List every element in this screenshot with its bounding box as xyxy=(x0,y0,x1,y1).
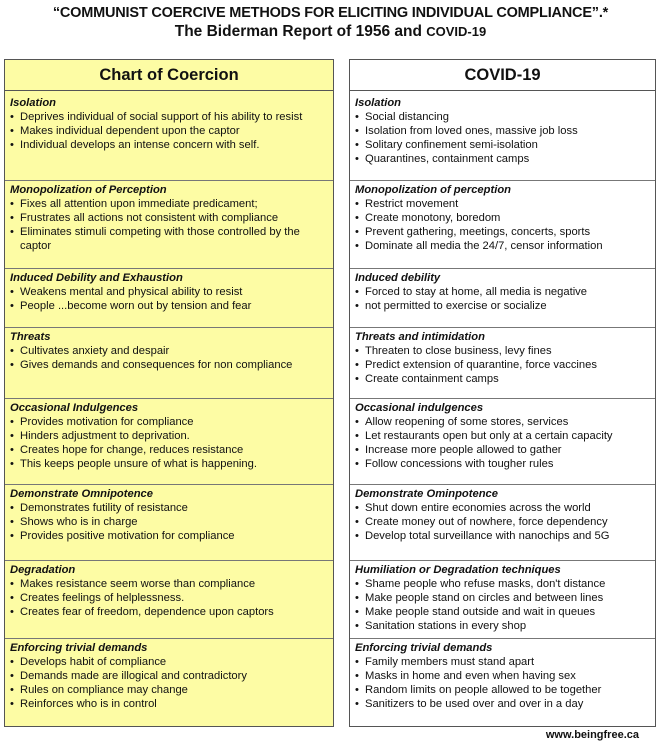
bullet-item: • Makes resistance seem worse than compliance xyxy=(10,577,328,591)
coercion-section xyxy=(5,398,333,484)
section-title: Occasional Indulgences xyxy=(10,402,139,414)
section-title: Degradation xyxy=(10,564,76,576)
bullet-item: • Frustrates all actions not consistent with compliance xyxy=(10,211,328,225)
bullet-item: • Threaten to close business, levy fines xyxy=(355,344,650,358)
bullet-item: • Cultivates anxiety and despair xyxy=(10,344,328,358)
title-line-1: “COMMUNIST COERCIVE METHODS FOR ELICITING INDIVIDUAL COMPLIANCE”.* xyxy=(52,5,609,21)
title-line-2-tail: COVID-19 xyxy=(426,24,487,39)
bullet-item: • Follow concessions with tougher rules xyxy=(355,457,650,471)
covid-section xyxy=(350,484,655,560)
bullet-item: • Demands made are illogical and contradictory xyxy=(10,669,328,683)
bullet-item: • Fixes all attention upon immediate predicament; xyxy=(10,197,328,211)
bullet-item: • Shame people who refuse masks, don't distance xyxy=(355,577,650,591)
section-title: Enforcing trivial demands xyxy=(10,642,148,654)
bullet-item: • Allow reopening of some stores, services xyxy=(355,415,650,429)
section-title: Induced Debility and Exhaustion xyxy=(10,272,183,284)
title-line-2-main: The Biderman Report of 1956 and xyxy=(174,23,422,40)
bullet-item: • Weakens mental and physical ability to resist xyxy=(10,285,328,299)
covid-section xyxy=(350,327,655,398)
bullet-item: • Makes individual dependent upon the captor xyxy=(10,124,328,138)
bullet-item: • Prevent gathering, meetings, concerts, sports xyxy=(355,225,650,239)
bullet-list xyxy=(355,285,650,313)
bullet-item: • Creates fear of freedom, dependence upon captors xyxy=(10,605,328,619)
bullet-item: • Reinforces who is in control xyxy=(10,697,328,711)
section-title: Threats and intimidation xyxy=(355,331,485,343)
section-title: Enforcing trivial demands xyxy=(355,642,493,654)
bullet-item: • Provides motivation for compliance xyxy=(10,415,328,429)
bullet-item: • Gives demands and consequences for non compliance xyxy=(10,358,328,372)
bullet-item: • Solitary confinement semi-isolation xyxy=(355,138,650,152)
bullet-list xyxy=(10,415,328,471)
bullet-item: • Increase more people allowed to gather xyxy=(355,443,650,457)
bullet-list xyxy=(10,655,328,711)
section-title: Monopolization of Perception xyxy=(10,184,167,196)
section-title: Threats xyxy=(10,331,51,343)
bullet-list xyxy=(10,197,328,253)
section-title: Demonstrate Omnipotence xyxy=(10,488,153,500)
bullet-item: • Sanitation stations in every shop xyxy=(355,619,650,633)
bullet-item: • Let restaurants open but only at a certain capacity xyxy=(355,429,650,443)
bullet-item: • People ...become worn out by tension and fear xyxy=(10,299,328,313)
bullet-list xyxy=(355,344,650,386)
section-title: Induced debility xyxy=(355,272,441,284)
covid-column-heading: COVID-19 xyxy=(350,60,655,91)
coercion-section xyxy=(5,268,333,327)
covid-section xyxy=(350,560,655,638)
bullet-item: • Individual develops an intense concern with self. xyxy=(10,138,328,152)
covid-section xyxy=(350,268,655,327)
bullet-item: • Restrict movement xyxy=(355,197,650,211)
bullet-item: • Make people stand outside and wait in queues xyxy=(355,605,650,619)
bullet-list xyxy=(355,655,650,711)
footer-url[interactable]: www.beingfree.ca xyxy=(545,729,639,741)
bullet-item: • Develop total surveillance with nanochips and 5G xyxy=(355,529,650,543)
bullet-list xyxy=(10,501,328,543)
coercion-column-heading: Chart of Coercion xyxy=(5,60,333,91)
bullet-item: • Eliminates stimuli competing with those controlled by the captor xyxy=(10,225,328,253)
section-title: Isolation xyxy=(10,97,56,109)
bullet-item: • This keeps people unsure of what is happening. xyxy=(10,457,328,471)
coercion-section xyxy=(5,638,333,726)
section-title: Monopolization of perception xyxy=(355,184,511,196)
coercion-column xyxy=(4,59,334,727)
section-title: Isolation xyxy=(355,97,401,109)
section-title: Humiliation or Degradation techniques xyxy=(355,564,561,576)
bullet-list xyxy=(355,110,650,166)
covid-column xyxy=(349,59,656,727)
bullet-item: • Deprives individual of social support of his ability to resist xyxy=(10,110,328,124)
bullet-item: • not permitted to exercise or socialize xyxy=(355,299,650,313)
bullet-item: • Predict extension of quarantine, force vaccines xyxy=(355,358,650,372)
bullet-item: • Sanitizers to be used over and over in a day xyxy=(355,697,650,711)
bullet-list xyxy=(355,415,650,471)
bullet-item: • Create money out of nowhere, force dependency xyxy=(355,515,650,529)
bullet-item: • Shows who is in charge xyxy=(10,515,328,529)
bullet-item: • Social distancing xyxy=(355,110,650,124)
coercion-section xyxy=(5,180,333,268)
bullet-list xyxy=(355,197,650,253)
bullet-list xyxy=(10,577,328,619)
bullet-item: • Hinders adjustment to deprivation. xyxy=(10,429,328,443)
covid-section xyxy=(350,180,655,268)
bullet-item: • Creates hope for change, reduces resistance xyxy=(10,443,328,457)
bullet-item: • Rules on compliance may change xyxy=(10,683,328,697)
bullet-list xyxy=(10,110,328,152)
section-title: Demonstrate Ominpotence xyxy=(355,488,498,500)
bullet-item: • Dominate all media the 24/7, censor information xyxy=(355,239,650,253)
coercion-section xyxy=(5,484,333,560)
covid-section xyxy=(350,94,655,180)
bullet-list xyxy=(355,577,650,633)
bullet-item: • Demonstrates futility of resistance xyxy=(10,501,328,515)
bullet-item: • Family members must stand apart xyxy=(355,655,650,669)
coercion-section xyxy=(5,94,333,180)
bullet-item: • Create containment camps xyxy=(355,372,650,386)
coercion-section xyxy=(5,327,333,398)
section-title: Occasional indulgences xyxy=(355,402,484,414)
bullet-item: • Random limits on people allowed to be together xyxy=(355,683,650,697)
covid-section xyxy=(350,398,655,484)
bullet-item: • Create monotony, boredom xyxy=(355,211,650,225)
header xyxy=(0,4,661,42)
bullet-item: • Masks in home and even when having sex xyxy=(355,669,650,683)
bullet-item: • Isolation from loved ones, massive job loss xyxy=(355,124,650,138)
bullet-item: • Creates feelings of helplessness. xyxy=(10,591,328,605)
covid-section xyxy=(350,638,655,726)
bullet-item: • Provides positive motivation for compliance xyxy=(10,529,328,543)
bullet-item: • Shut down entire economies across the world xyxy=(355,501,650,515)
title-line-2 xyxy=(0,22,661,42)
coercion-section xyxy=(5,560,333,638)
bullet-item: • Develops habit of compliance xyxy=(10,655,328,669)
bullet-item: • Quarantines, containment camps xyxy=(355,152,650,166)
bullet-item: • Forced to stay at home, all media is negative xyxy=(355,285,650,299)
bullet-list xyxy=(10,344,328,372)
bullet-item: • Make people stand on circles and between lines xyxy=(355,591,650,605)
bullet-list xyxy=(355,501,650,543)
bullet-list xyxy=(10,285,328,313)
